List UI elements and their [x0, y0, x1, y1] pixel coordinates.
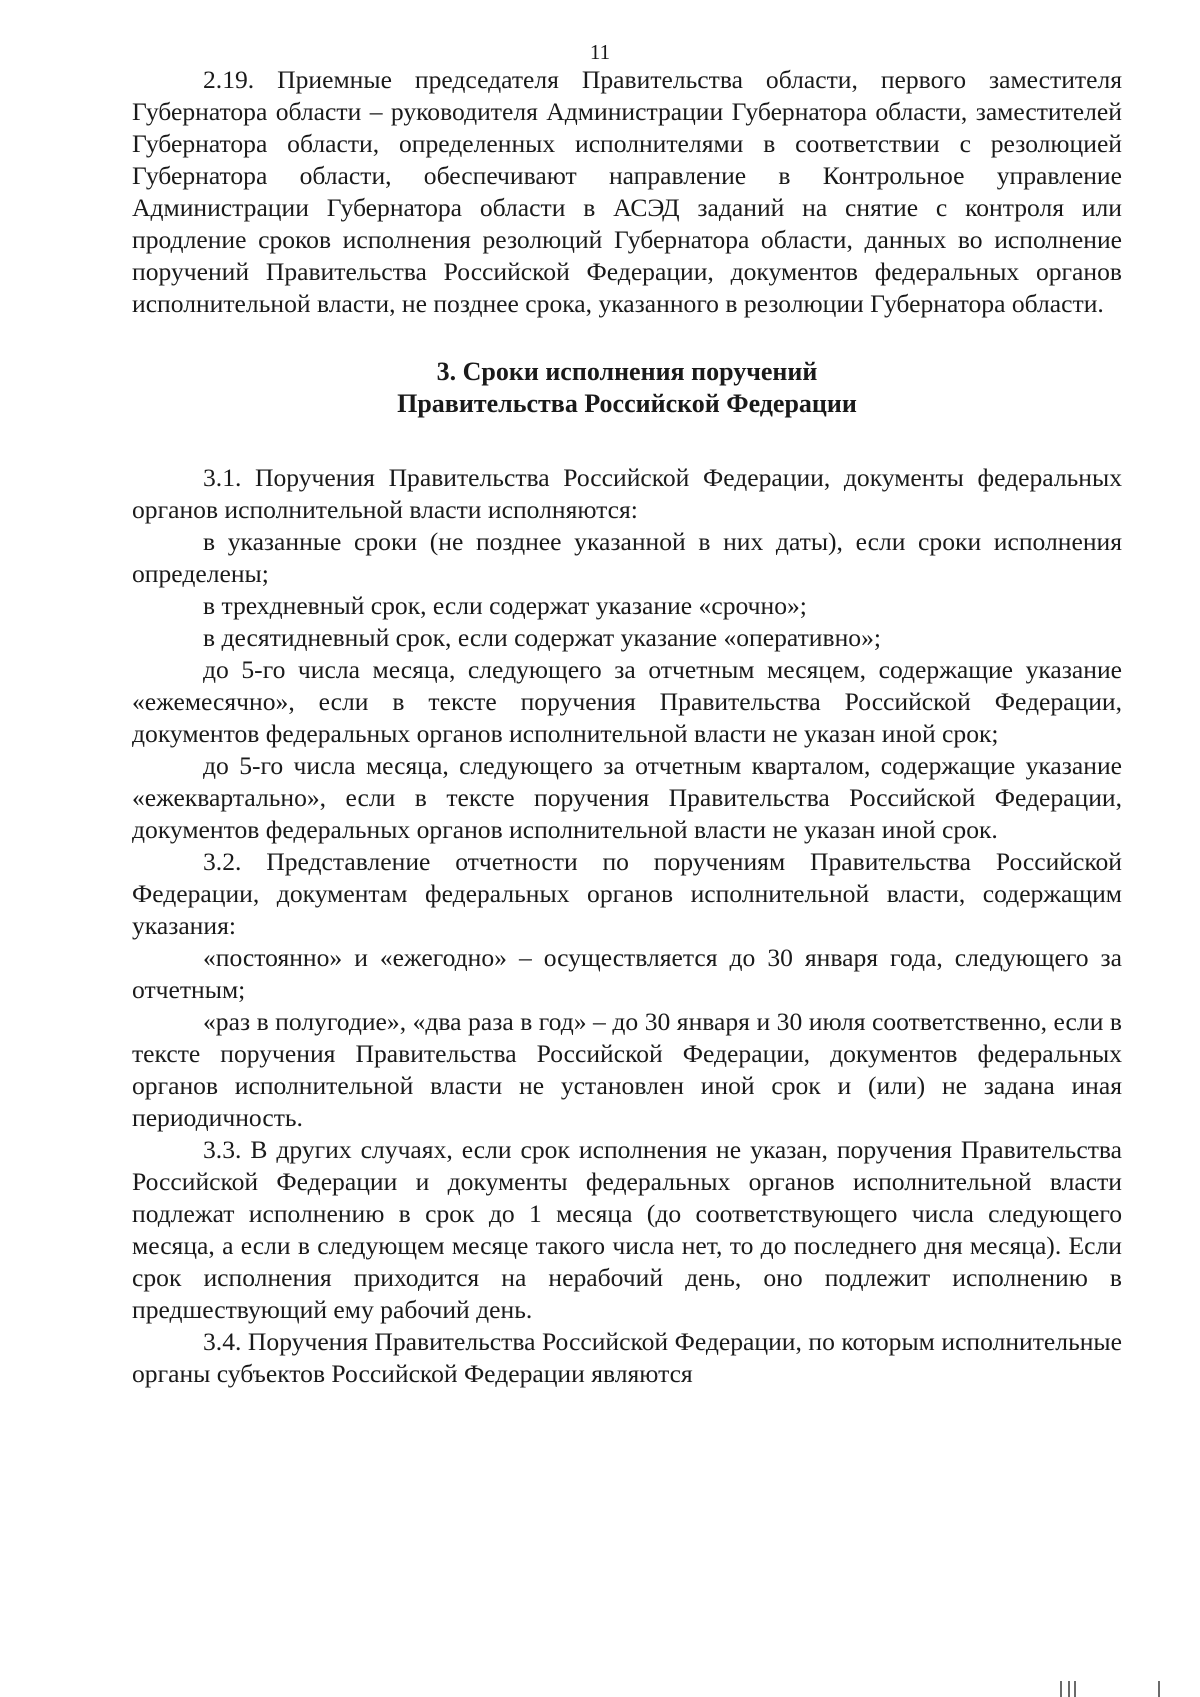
list-item-urgent: в трехдневный срок, если содержат указание «срочно»;	[203, 591, 807, 620]
section-3-body	[132, 462, 1122, 1390]
list-item-specified-deadlines: в указанные сроки (не позднее указанной в них даты), если сроки исполнения определены;	[132, 527, 1122, 588]
paragraph-3-4: 3.4. Поручения Правительства Российской Федерации, по которым исполнительные органы субъектов Российской Федерации являются	[132, 1327, 1122, 1388]
paragraph-3-3: 3.3. В других случаях, если срок исполнения не указан, поручения Правительства Российской Федерации и документы федеральных органов исполнительной власти подлежат исполнению в срок до 1 месяца (до соответствующего числа следующего месяца, а если в следующем месяце такого числа нет, то до последнего дня месяца). Если срок исполнения приходится на нерабочий день, оно подлежит исполнению в предшествующий ему рабочий день.	[132, 1135, 1122, 1324]
list-item-quarterly: до 5-го числа месяца, следующего за отчетным кварталом, содержащие указание «ежеквартально», если в тексте поручения Правительства Российской Федерации, документов федеральных органов исполнительной власти не указан иной срок.	[132, 751, 1122, 844]
list-item-monthly: до 5-го числа месяца, следующего за отчетным месяцем, содержащие указание «ежемесячно», если в тексте поручения Правительства Российской Федерации, документов федеральных органов исполнительной власти не указан иной срок;	[132, 655, 1122, 748]
paragraph-2-19: 2.19. Приемные председателя Правительства области, первого заместителя Губернатора области – руководителя Администрации Губернатора области, заместителей Губернатора области, определенных исполнителями в соответствии с резолюцией Губернатора области, обеспечивают направление в Контрольное управление Администрации Губернатора области в АСЭД заданий на снятие с контроля или продление сроков исполнения резолюций Губернатора области, данных во исполнение поручений Правительства Российской Федерации, документов федеральных органов исполнительной власти, не позднее срока, указанного в резолюции Губернатора области.	[132, 65, 1122, 318]
list-item-permanent-annual: «постоянно» и «ежегодно» – осуществляется до 30 января года, следующего за отчетным;	[132, 943, 1122, 1004]
section-heading-line-1: 3. Сроки исполнения поручений	[436, 357, 818, 386]
section-heading-line-2: Правительства Российской Федерации	[397, 389, 857, 418]
section-heading	[132, 356, 1122, 420]
list-item-operative: в десятидневный срок, если содержат указание «оперативно»;	[203, 623, 881, 652]
document-body	[132, 64, 1122, 1390]
scan-edge-marks	[1060, 1675, 1170, 1697]
paragraph-3-1: 3.1. Поручения Правительства Российской Федерации, документы федеральных органов исполнительной власти исполняются:	[132, 463, 1122, 524]
page-number: 11	[589, 40, 611, 64]
list-item-semiannual: «раз в полугодие», «два раза в год» – до 30 января и 30 июля соответственно, если в тексте поручения Правительства Российской Федерации, документов федеральных органов исполнительной власти не установлен иной срок и (или) не задана иная периодичность.	[132, 1007, 1122, 1132]
paragraph-3-2: 3.2. Представление отчетности по поручениям Правительства Российской Федерации, документам федеральных органов исполнительной власти, содержащим указания:	[132, 847, 1122, 940]
